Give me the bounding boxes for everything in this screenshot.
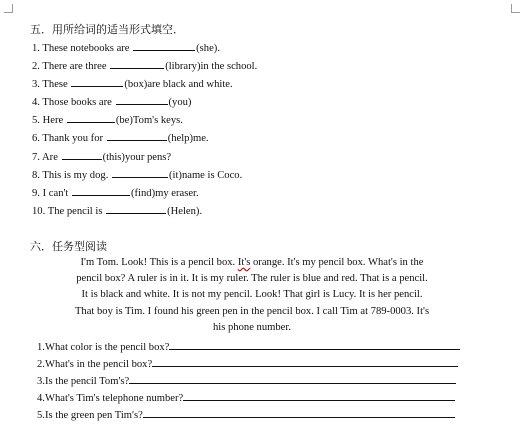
question-hint: (be)Tom's keys. <box>115 115 183 127</box>
question-hint: (library)in the school. <box>165 61 258 73</box>
question-number: 7. <box>32 151 40 163</box>
reading-question-text: 2.What's in the pencil box? <box>37 359 153 370</box>
reading-question-text: 4.What's Tim's telephone number? <box>37 393 184 404</box>
answer-blank[interactable] <box>71 76 123 87</box>
reading-question <box>37 373 460 390</box>
question-number: 3. <box>32 79 40 91</box>
answer-blank[interactable] <box>107 130 167 141</box>
question-item <box>32 40 257 58</box>
answer-line[interactable] <box>183 390 455 401</box>
question-number: 10. <box>32 205 46 217</box>
question-hint: (find)my eraser. <box>131 187 199 199</box>
question-text: I can't <box>42 187 69 199</box>
reading-question-text: 5.Is the green pen Tim's? <box>37 410 143 421</box>
reading-question-text: 1.What color is the pencil box? <box>37 342 170 353</box>
answer-blank[interactable] <box>116 94 168 105</box>
question-number: 2. <box>32 61 40 73</box>
question-number: 4. <box>32 97 40 109</box>
reading-question <box>37 356 460 373</box>
section-five-title: 五．用所给词的适当形式填空． <box>30 23 184 36</box>
question-item <box>32 167 257 185</box>
question-item <box>32 112 257 130</box>
question-text: This is my dog. <box>42 169 109 181</box>
answer-line[interactable] <box>143 407 455 418</box>
question-item <box>32 94 257 112</box>
answer-blank[interactable] <box>106 203 166 214</box>
answer-blank[interactable] <box>72 185 130 196</box>
page-corner-mark <box>511 4 520 13</box>
section-six-title: 六．任务型阅读 <box>30 240 107 253</box>
passage-text: orange. It's my pencil box. What's in the pencil box? A ruler is in it. It is my ruler. The ruler is blue and red. That is a pencil. It is black and white. It is not my pencil. Look! That girl is Lucy. It is her pencil. That boy is Tim. I found his green pen in the pencil box. I call Tim at 789-0003. It's his phone number. <box>74 257 430 333</box>
question-hint: (box)are black and white. <box>124 79 233 91</box>
answer-blank[interactable] <box>112 167 168 178</box>
question-item <box>32 185 257 203</box>
passage-text: I'm Tom. Look! This is a pencil box. <box>80 257 238 268</box>
passage-flagged-word: It's <box>237 257 251 268</box>
question-hint: (she). <box>196 43 220 54</box>
question-number: 5. <box>32 115 40 127</box>
answer-line[interactable] <box>169 339 460 350</box>
question-text: Thank you for <box>42 133 104 145</box>
question-text: These <box>42 79 68 91</box>
question-item <box>32 130 257 148</box>
question-text: Here <box>42 115 64 127</box>
fill-blank-list <box>32 40 257 221</box>
question-item <box>32 76 257 94</box>
question-item <box>32 149 257 167</box>
reading-question <box>37 407 460 424</box>
answer-blank[interactable] <box>110 58 164 69</box>
question-text: There are three <box>42 61 107 73</box>
question-text: Are <box>42 151 58 163</box>
question-hint: (help)me. <box>167 133 209 145</box>
question-item <box>32 203 257 221</box>
question-hint: (it)name is Coco. <box>169 169 243 181</box>
question-text: The pencil is <box>47 205 103 217</box>
question-number: 9. <box>32 187 40 199</box>
reading-passage <box>74 255 430 336</box>
answer-line[interactable] <box>129 373 456 384</box>
reading-question <box>37 339 460 356</box>
question-number: 8. <box>32 169 40 181</box>
question-text: These notebooks are <box>42 43 130 54</box>
reading-question <box>37 390 460 407</box>
question-hint: (this)your pens? <box>102 151 172 163</box>
reading-question-text: 3.Is the pencil Tom's? <box>37 376 130 387</box>
question-hint: (Helen). <box>167 205 203 217</box>
question-number: 1. <box>32 43 40 54</box>
reading-questions <box>37 339 460 424</box>
question-number: 6. <box>32 133 40 145</box>
question-text: Those books are <box>42 97 112 109</box>
answer-blank[interactable] <box>62 149 102 160</box>
page-corner-mark <box>4 4 13 13</box>
question-item <box>32 58 257 76</box>
question-hint: (you) <box>168 97 192 109</box>
answer-line[interactable] <box>152 356 458 367</box>
answer-blank[interactable] <box>67 112 115 123</box>
answer-blank[interactable] <box>133 40 195 51</box>
